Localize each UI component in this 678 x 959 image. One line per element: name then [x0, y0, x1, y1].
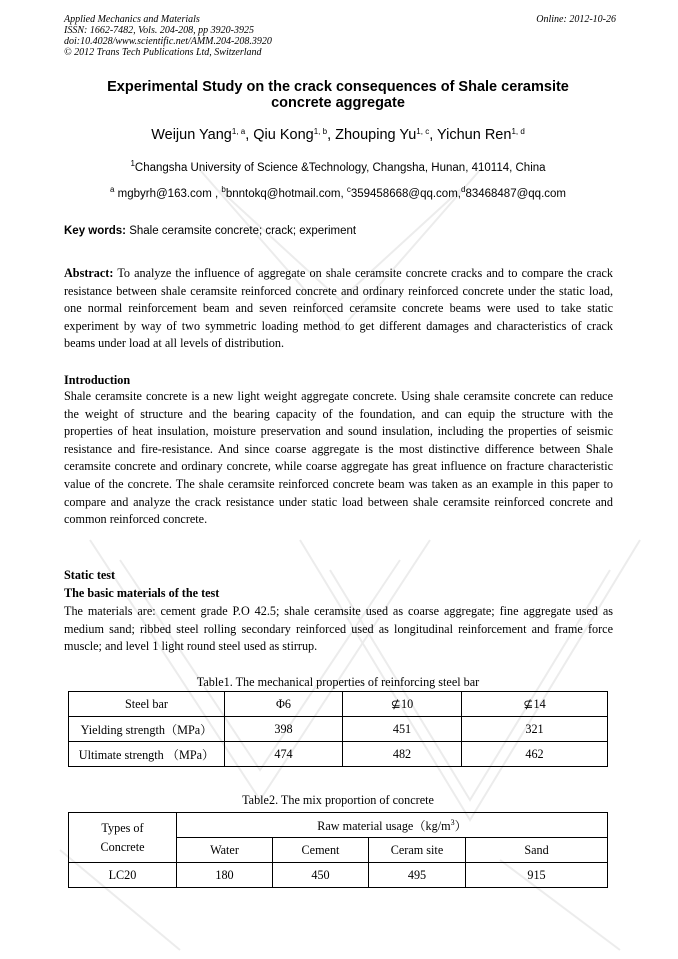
- materials-subheading: The basic materials of the test: [64, 586, 220, 600]
- table-cell: 180: [177, 863, 273, 888]
- author-sup: 1, c: [416, 127, 430, 136]
- table-cell: [69, 813, 177, 863]
- table-cell: ⊈14: [462, 692, 608, 717]
- table-header-row: [69, 692, 608, 717]
- abstract-label: Abstract:: [64, 266, 114, 280]
- journal-header: [64, 14, 616, 58]
- online-date: Online: 2012-10-26: [536, 14, 616, 25]
- author-name: Weijun Yang: [151, 127, 232, 143]
- table-cell: 482: [343, 742, 462, 767]
- email-list: $^a$ mgbyrh@163.com , $^b$bnntokq@hotmail.com, $^c$359458668@qq.com,$^d$83468487@qq.com: [110, 185, 566, 200]
- keywords: [64, 225, 612, 237]
- abstract: [64, 265, 613, 353]
- author-list: Weijun Yang$^{1, a}$, Qiu Kong$^{1, b}$, Zhouping Yu$^{1, c}$, Yichun Ren$^{1, d}$: [151, 127, 525, 143]
- table-header-row: [69, 813, 608, 838]
- materials-text: The materials are: cement grade P.O 42.5; shale ceramsite used as coarse aggregate; fine aggregate used as medium sand; ribbed steel rolling secondary reinforced used as longitudinal reinforcement and frame force muscle; and level 1 light round steel used as stirrup.: [64, 604, 613, 654]
- introduction-text: Shale ceramsite concrete is a new light weight aggregate concrete. Using shale ceramsite concrete can reduce the weight of structure and the bearing capacity of the foundation, and can equip the structure with the properties of heat insulation, moisture preservation and sound insulation, including the properties of seismic resistance and fire-resistance. And since coarse aggregate is the most distinctive difference between Shale ceramsite concrete and ordinary concrete, while coarse aggregate has great influence on fracture characteristic value of the concrete. The shale ceramsite reinforced concrete beam was taken as an example in this paper to compare and analyze the crack resistance under static load between shale ceramsite reinforced concrete and common reinforced concrete.: [64, 389, 613, 527]
- table-row: [69, 742, 608, 767]
- author-sup: 1, a: [231, 127, 246, 136]
- table-cell: Yielding strength（MPa）: [69, 717, 225, 742]
- keywords-label: Key words:: [64, 225, 126, 237]
- table-cell: 450: [273, 863, 369, 888]
- static-test-heading: Static test: [64, 568, 116, 582]
- keywords-text: Shale ceramsite concrete; crack; experiment: [129, 225, 357, 237]
- table2: [68, 812, 608, 888]
- email-link[interactable]: 83468487@qq.com: [465, 188, 566, 200]
- table-cell: 462: [462, 742, 608, 767]
- doi-line: doi:10.4028/www.scientific.net/AMM.204-208.3920: [64, 36, 272, 47]
- table-cell: 495: [369, 863, 466, 888]
- email-link[interactable]: mgbyrh@163.com: [117, 188, 212, 200]
- table-cell: Ceram site: [369, 838, 466, 863]
- email-sup: c: [346, 185, 351, 194]
- table-cell: ⊈10: [343, 692, 462, 717]
- paper-title: [64, 79, 612, 111]
- copyright-line: © 2012 Trans Tech Publications Ltd, Switzerland: [64, 47, 262, 58]
- affiliation-sup: 1: [130, 159, 135, 168]
- email-link[interactable]: bnntokq@hotmail.com: [225, 188, 341, 200]
- table-row: [69, 717, 608, 742]
- table-cell: Water: [177, 838, 273, 863]
- author-name: Qiu Kong: [253, 127, 314, 143]
- author-name: Zhouping Yu: [335, 127, 417, 143]
- author-sup: 1, d: [511, 127, 525, 136]
- author-name: Yichun Ren: [437, 127, 512, 143]
- affiliation-text: Changsha University of Science &Technology, Changsha, Hunan, 410114, China: [134, 162, 546, 174]
- table-cell: Cement: [273, 838, 369, 863]
- table1-caption: Table1. The mechanical properties of reinforcing steel bar: [196, 675, 480, 689]
- email-sup: d: [460, 185, 466, 194]
- table2-caption: Table2. The mix proportion of concrete: [242, 793, 434, 807]
- table-cell: [177, 813, 608, 838]
- type-header: Types of Concrete: [100, 820, 145, 854]
- table1: [68, 691, 608, 767]
- journal-name: Applied Mechanics and Materials: [64, 14, 200, 25]
- email-sup: b: [221, 185, 226, 194]
- table-cell: Sand: [466, 838, 608, 863]
- introduction-heading: Introduction: [64, 373, 131, 387]
- usage-header: Raw material $usage(kg/m^3)$: [317, 817, 467, 833]
- email-link[interactable]: 359458668@qq.com: [350, 188, 458, 200]
- table-cell: Steel bar: [69, 692, 225, 717]
- table-cell: 321: [462, 717, 608, 742]
- table-cell: Φ6: [225, 692, 343, 717]
- issn-line: ISSN: 1662-7482, Vols. 204-208, pp 3920-3925: [64, 25, 254, 36]
- table-cell: LC20: [69, 863, 177, 888]
- email-sup: a: [110, 185, 115, 194]
- abstract-text: To analyze the influence of aggregate on shale ceramsite concrete cracks and to compare the crack resistance between shale ceramsite reinforced concrete and ordinary reinforced concrete under the static load, one normal reinforcement beam and seven reinforced ceramsite concrete beams were used to take static experiment by way of two symmetric loading method to get different damages and characteristics of crack beams under load at all levels of distribution.: [64, 266, 614, 351]
- table-cell: 398: [225, 717, 343, 742]
- affiliation: [64, 159, 612, 174]
- title-line-1: Experimental Study on the crack consequences of Shale ceramsite: [107, 79, 569, 95]
- table-cell: 915: [466, 863, 608, 888]
- table-cell: Ultimate strength （MPa）: [69, 742, 225, 767]
- table-cell: 474: [225, 742, 343, 767]
- table-row: [69, 863, 608, 888]
- author-sup: 1, b: [313, 127, 328, 136]
- title-line-2: concrete aggregate: [271, 95, 405, 111]
- table-cell: 451: [343, 717, 462, 742]
